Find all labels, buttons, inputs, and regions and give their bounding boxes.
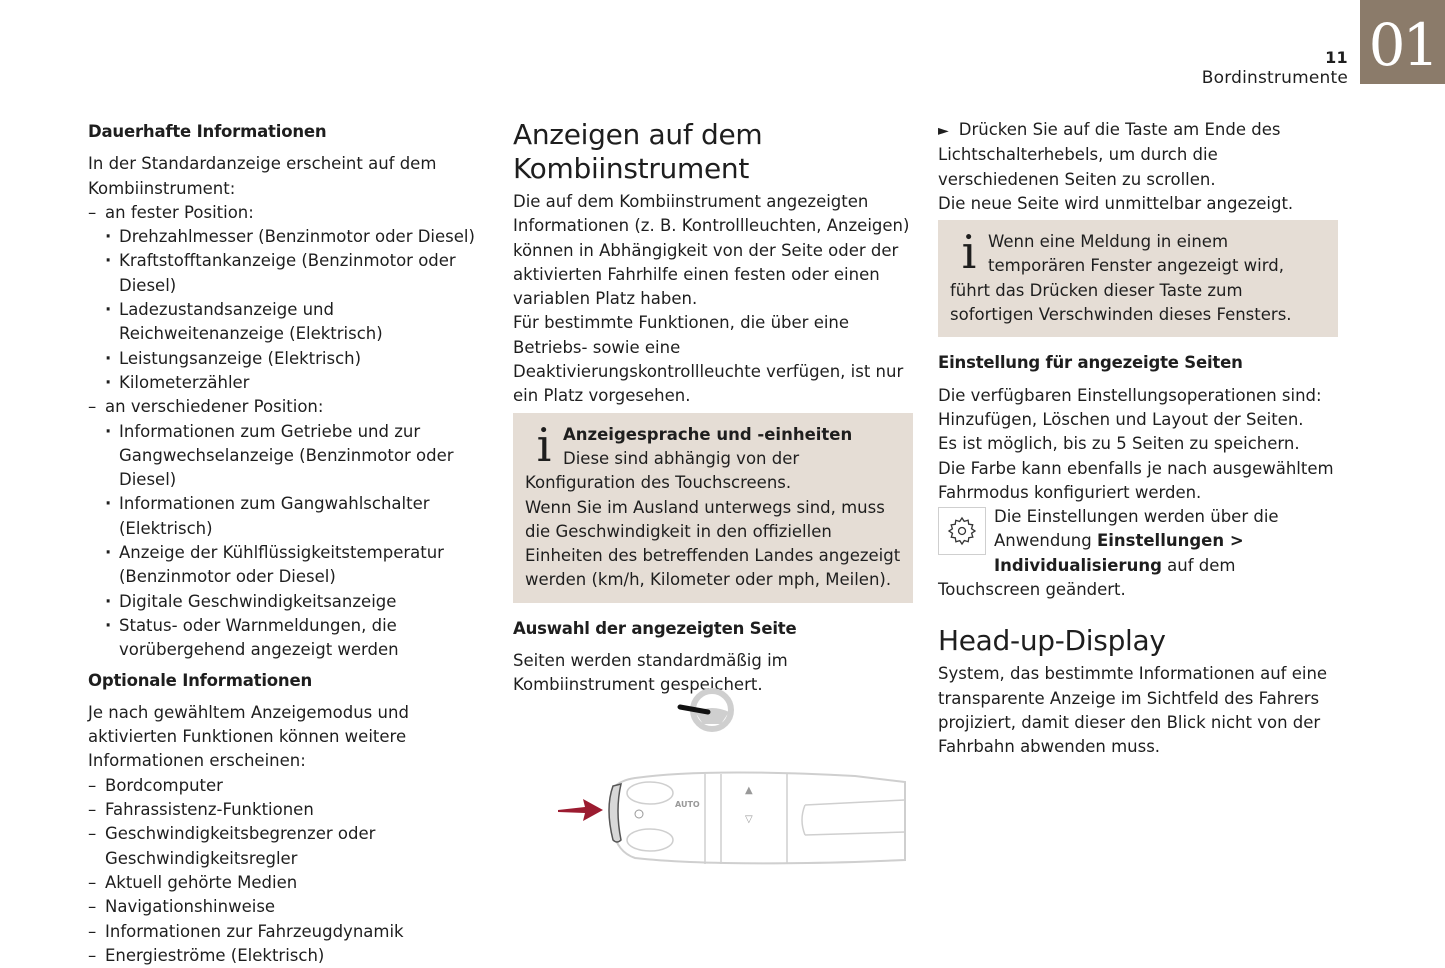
info-text: Wenn Sie im Ausland unterwegs sind, muss die Geschwindigkeit in den offiziellen Einheiten des betreffenden Landes angezeigt werden (km/h, Kilometer oder mph, Meilen). [525,497,901,590]
info-title: Anzeigesprache und -einheiten [563,424,853,444]
list-item: – Energieströme (Elektrisch) [88,944,488,968]
list-item: · Leistungsanzeige (Elektrisch) [88,347,488,371]
paragraph: Seiten werden standardmäßig im Kombiinstrument gespeichert. [513,651,788,695]
list-item: · Digitale Geschwindigkeitsanzeige [88,590,488,614]
settings-path: Einstellungen > Individualisierung [994,531,1244,575]
settings-note-text: Die Einstellungen werden über die Anwendung [994,507,1279,551]
paragraph: System, das bestimmte Informationen auf eine transparente Anzeige im Sichtfeld des Fahrers projiziert, damit dieser den Blick nicht von der Fahrbahn abwenden muss. [938,664,1328,757]
settings-gear-icon [938,507,986,555]
intro-text: In der Standardanzeige erscheint auf dem Kombiinstrument: [88,154,437,198]
list-item: · Informationen zum Getriebe und zur Gangwechselanzeige (Benzinmotor oder Diesel) [88,420,488,493]
column-1 [88,118,488,968]
light-switch-stalk-icon [555,680,910,870]
list-item: · Drehzahlmesser (Benzinmotor oder Diesel) [88,225,488,249]
page-number: 11 [1325,48,1348,67]
chapter-tab: 01 [1360,0,1445,84]
settings-note [938,505,1338,602]
list-item: · Kilometerzähler [88,371,488,395]
list-item: – Geschwindigkeitsbegrenzer oder Geschwindigkeitsregler [88,822,488,871]
list-item: · Informationen zum Gangwahlschalter (Elektrisch) [88,492,488,541]
fixed-label: – an fester Position: [88,201,488,225]
steering-wheel-icon [680,691,731,729]
list-item: – Aktuell gehörte Medien [88,871,488,895]
settings-note-text: auf dem Touchscreen geändert. [938,555,1236,600]
paragraph: Für bestimmte Funktionen, die über eine Betriebs- sowie eine Deaktivierungskontrollleuchte verfügen, ist nur ein Platz vorgesehen. [513,313,904,406]
list-item: – Navigationshinweise [88,895,488,919]
list-item: · Kraftstofftankanzeige (Benzinmotor oder Diesel) [88,249,488,298]
info-icon: i [536,417,552,472]
auto-label: AUTO [675,800,700,809]
column-2 [513,118,913,698]
list-item: · Ladezustandsanzeige und Reichweitenanzeige (Elektrisch) [88,298,488,347]
info-text: Wenn eine Meldung in einem temporären Fenster angezeigt wird, führt das Drücken dieser Taste zum sofortigen Verschwinden dieses Fensters. [950,232,1292,325]
paragraph: Die verfügbaren Einstellungsoperationen sind: Hinzufügen, Löschen und Layout der Seiten. [938,385,1322,429]
info-box-popup [938,220,1338,337]
section-title-hud: Head-up-Display [938,624,1166,658]
paragraph: Die Farbe kann ebenfalls je nach ausgewähltem Fahrmodus konfiguriert werden. [938,458,1334,502]
section-heading-page-selection: Auswahl der angezeigten Seite [513,618,797,638]
chapter-name: Bordinstrumente [1201,68,1348,88]
section-heading-permanent: Dauerhafte Informationen [88,122,327,141]
page-header [1202,48,1348,88]
section-heading-page-settings: Einstellung für angezeigte Seiten [938,353,1243,373]
info-box-language [513,413,913,603]
section-title-cluster: Anzeigen auf dem Kombiinstrument [513,118,763,185]
intro-text: Je nach gewähltem Anzeigemodus und aktivierten Funktionen können weitere Informationen erscheinen: [88,702,409,771]
svg-text:▲: ▲ [745,785,753,796]
section-heading-optional: Optionale Informationen [88,670,313,690]
list-item: – Informationen zur Fahrzeugdynamik [88,920,488,944]
paragraph: Es ist möglich, bis zu 5 Seiten zu speichern. [938,434,1300,454]
list-item: · Anzeige der Kühlflüssigkeitstemperatur (Benzinmotor oder Diesel) [88,541,488,590]
paragraph: Die auf dem Kombiinstrument angezeigten Informationen (z. B. Kontrollleuchten, Anzeigen) können in Abhängigkeit von der Seite oder der aktivierten Fahrhilfe einen festen oder einen variablen Platz haben. [513,192,910,309]
info-icon: i [961,225,977,280]
stalk-illustration [555,680,910,870]
list-item: – Fahrassistenz-Funktionen [88,798,488,822]
variable-label: – an verschiedener Position: [88,395,488,419]
step-instruction: ► Drücken Sie auf die Taste am Ende des Lichtschalterhebels, um durch die verschiedenen Seiten zu scrollen. [938,118,1338,192]
column-3 [938,118,1338,760]
info-text: Diese sind abhängig von der Konfiguration des Touchscreens. [525,448,800,493]
list-item: – Bordcomputer [88,774,488,798]
svg-text:▽: ▽ [745,814,753,825]
step-result: Die neue Seite wird unmittelbar angezeigt. [938,193,1294,213]
list-item: · Status- oder Warnmeldungen, die vorübergehend angezeigt werden [88,614,488,663]
